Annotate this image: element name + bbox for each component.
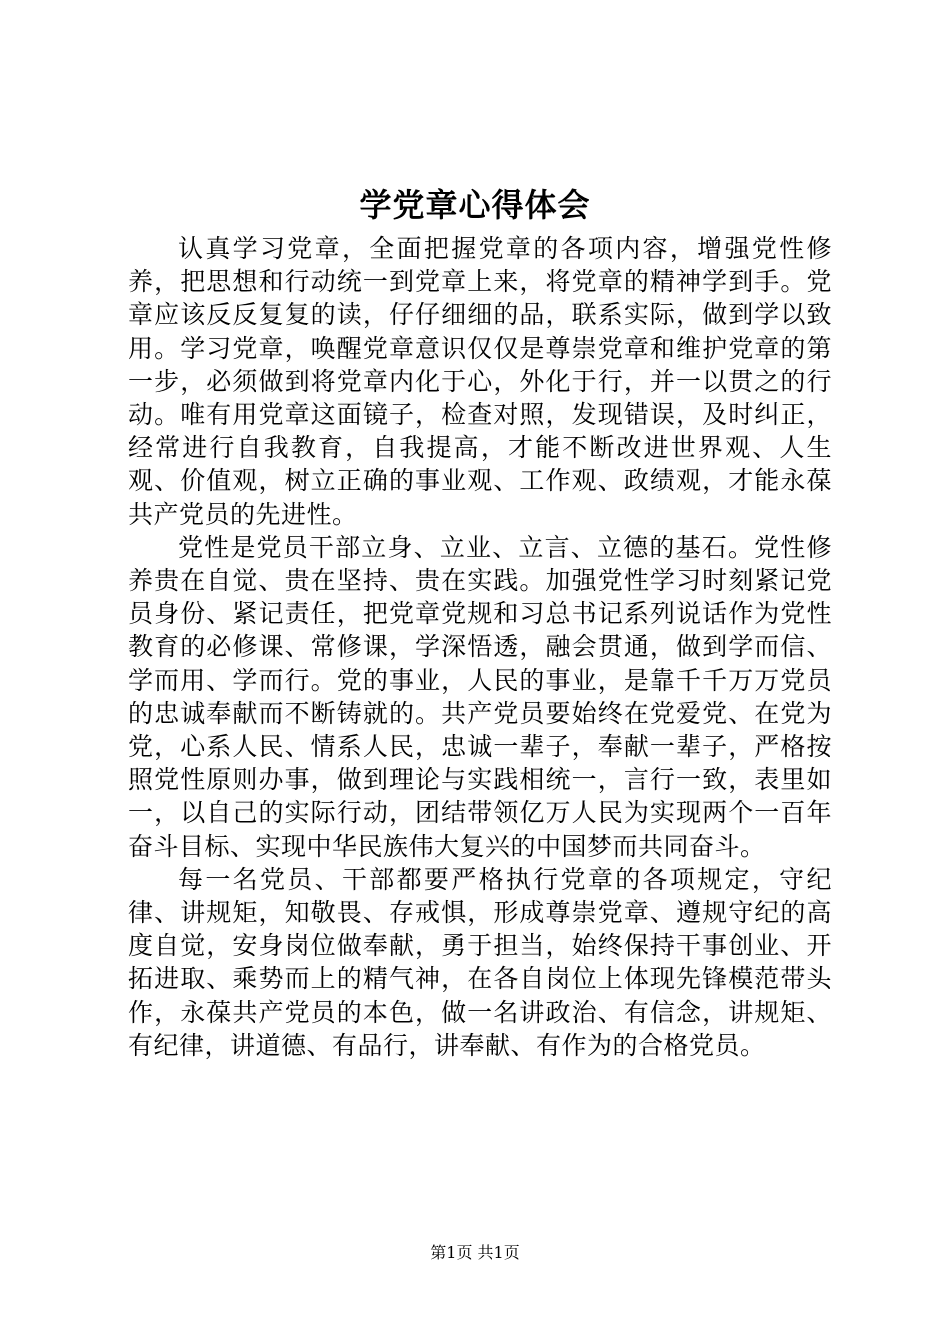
paragraph-2: 党性是党员干部立身、立业、立言、立德的基石。党性修养贵在自觉、贵在坚持、贵在实践。加强党性学习时刻紧记党员身份、紧记责任，把党章党规和习总书记系列说话作为党性教育的必修课、常修课，学深悟透，融会贯通，做到学而信、学而用、学而行。党的事业，人民的事业，是靠千千万万党员的忠诚奉献而不断铸就的。共产党员要始终在党爱党、在党为党，心系人民、情系人民，忠诚一辈子，奉献一辈子，严格按照党性原则办事，做到理论与实践相统一，言行一致，表里如一，以自己的实际行动，团结带领亿万人民为实现两个一百年奋斗目标、实现中华民族伟大复兴的中国梦而共同奋斗。 (128, 532, 832, 861)
document-body (128, 232, 832, 1062)
paragraph-3: 每一名党员、干部都要严格执行党章的各项规定，守纪律、讲规矩，知敬畏、存戒惧，形成尊崇党章、遵规守纪的高度自觉，安身岗位做奉献，勇于担当，始终保持干事创业、开拓进取、乘势而上的精气神，在各自岗位上体现先锋模范带头作，永葆共产党员的本色，做一名讲政治、有信念，讲规矩、有纪律，讲道德、有品行，讲奉献、有作为的合格党员。 (128, 864, 832, 1060)
paragraph-1: 认真学习党章，全面把握党章的各项内容，增强党性修养，把思想和行动统一到党章上来，将党章的精神学到手。党章应该反反复复的读，仔仔细细的品，联系实际，做到学以致用。学习党章，唤醒党章意识仅仅是尊崇党章和维护党章的第一步，必须做到将党章内化于心，外化于行，并一以贯之的行动。唯有用党章这面镜子，检查对照，发现错误，及时纠正，经常进行自我教育，自我提高，才能不断改进世界观、人生观、价值观，树立正确的事业观、工作观、政绩观，才能永葆共产党员的先进性。 (128, 234, 832, 529)
document-title: 学党章心得体会 (359, 186, 591, 224)
page-footer: 第1页 共1页 (430, 1243, 520, 1262)
